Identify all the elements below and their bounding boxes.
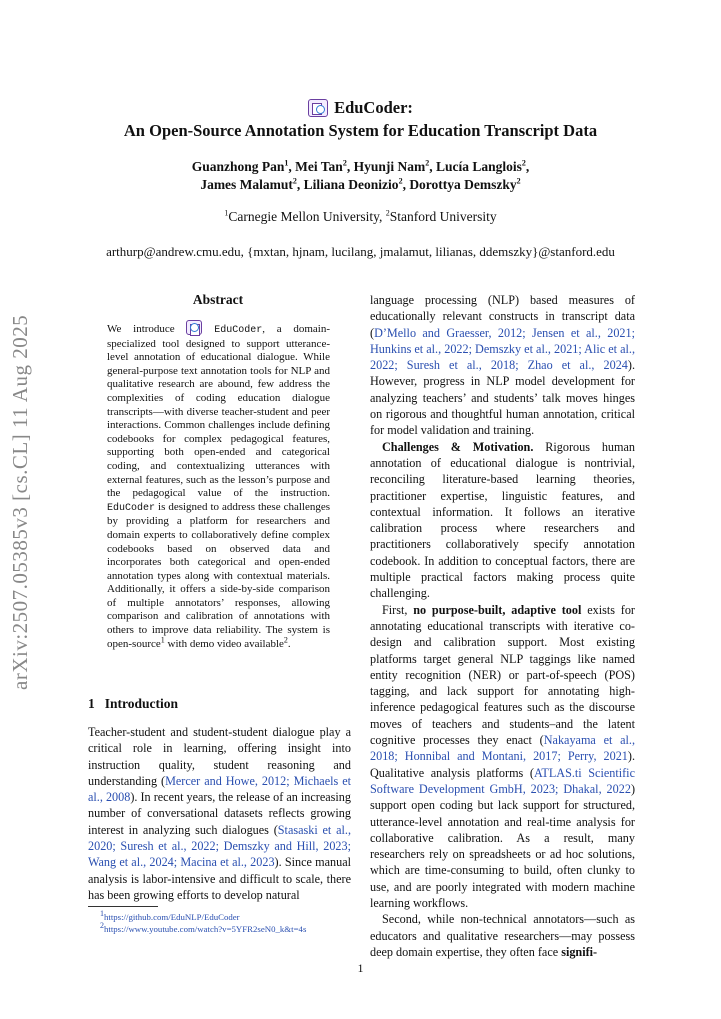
emphasis: signifi-	[561, 944, 598, 959]
footnote-2[interactable]	[100, 923, 306, 935]
tool-name: EduCoder	[214, 325, 263, 336]
body-text: language processing (NLP) based measures of educationally relevant constructs in transcript data (	[370, 293, 635, 340]
body-text: ) support open coding but lack support for structured, utterance-level annotation and real-time analysis for collaborative calibration. As a result, many researchers rely on spreadsheets or ad hoc solutions, which are time-consuming to build, often clunky to use, and are poorly integrated with modern machine learning workflows.	[370, 781, 635, 910]
footnote-1[interactable]	[100, 911, 306, 923]
author-list	[0, 158, 721, 194]
footnote-url[interactable]: https://github.com/EduNLP/EduCoder	[104, 912, 240, 922]
author-line-1: Guanzhong Pan$^1$, Mei Tan$^2$, Hyunji Nam$^2$, Lucía Langlois$^2$,	[191, 158, 530, 174]
body-text: ). Since manual analysis is labor-intensive and difficult to scale, there has been growing efforts to develop natural	[88, 855, 351, 902]
author-affil-sup: 2	[516, 176, 521, 186]
author-name: Liliana Deonizio	[303, 177, 399, 192]
paper-title-subtitle: An Open-Source Annotation System for Education Transcript Data	[123, 121, 598, 140]
paper-title-main: EduCoder:	[334, 98, 413, 117]
educoder-logo-icon	[308, 99, 328, 117]
intro-right-column	[370, 292, 635, 960]
author-affil-sup: 2	[521, 158, 526, 168]
body-text: First,	[382, 602, 414, 617]
arxiv-stamp: arXiv:2507.05385v3 [cs.CL] 11 Aug 2025	[8, 314, 32, 690]
footnotes	[100, 911, 306, 935]
paragraph	[370, 602, 635, 912]
citation-link[interactable]: ATLAS.ti Scientific Software Development GmbH, 2023; Dhakal, 2022	[370, 765, 635, 796]
body-text: ). Qualitative analysis platforms (	[370, 749, 635, 780]
paragraph	[370, 439, 635, 602]
author-name: Hyunji Nam	[353, 159, 426, 174]
body-text: exists for annotating educational transcripts with iterative co-design and calibration support. Most existing platforms target general NLP taggings like named entity recognition (NER) or part-of-speech (POS) tagging, and lack support for annotating high-inference pedagogical features such as the discourse moves of teachers and students–and the latent cognitive processes they enact (	[370, 602, 635, 748]
author-name: Lucía Langlois	[435, 159, 522, 174]
footnote-url[interactable]: https://www.youtube.com/watch?v=5YFR2seN0_k&t=4s	[104, 924, 307, 934]
citation-link[interactable]: D’Mello and Graesser, 2012; Jensen et al., 2021; Hunkins et al., 2022; Demszky et al., 2021; Alic et al., 2022; Suresh et al., 2018; Zhao et al., 2024	[370, 325, 635, 373]
body-text: ). In recent years, the release of an increasing number of conversational datasets reflects growing interest in analyzing such dialogues (	[88, 790, 351, 837]
author-name: James Malamut	[200, 177, 293, 192]
footnote-ref[interactable]: 2	[283, 635, 288, 644]
body-text: Second, while non-technical annotators—such as educators and qualitative researchers—may possess deep domain expertise, they often face	[370, 912, 635, 959]
author-emails: arthurp@andrew.cmu.edu, {mxtan, hjnam, lucilang, jmalamut, lilianas, ddemszky}@stanford.edu	[106, 244, 615, 259]
author-name: Guanzhong Pan	[191, 159, 285, 174]
section-title: Introduction	[104, 696, 179, 711]
author-affil-sup: 1	[284, 158, 289, 168]
educoder-logo-icon	[186, 320, 202, 335]
abstract-body: is designed to address these challenges by providing a platform for researchers and domain experts to collaboratively define complex codebooks based on observed data and incorporates both categorical and open-ended annotation types along with contextual materials. Additionally, it offers a side-by-side comparison of multiple annotators’ responses, allowing comparison and calibration of annotations with others to improve data reliability. The system is open-source	[107, 500, 330, 650]
author-affil-sup: 2	[292, 176, 297, 186]
author-name: Mei Tan	[295, 159, 343, 174]
abstract-heading: Abstract	[192, 292, 244, 307]
body-text: Teacher-student and student-student dialogue play a critical role in learning, offering insight into instruction quality, student reasoning and understanding (	[88, 725, 351, 788]
abstract-body: , a domain-specialized tool designed to support utterance-level annotation of educational dialogue. While general-purpose text annotation tools for NLP and qualitative research are abound, few address the complexities of coding education dialogue transcripts—with diverse teacher-student and peer interactions. Common challenges include defining codebooks for complex pedagogical features, supporting both open-ended and categorical coding, and contextualizing utterances with external features, such as the lesson’s purpose and the pedagogical value of the instruction.	[107, 323, 330, 500]
page-number: 1	[357, 961, 364, 975]
affil-inst: Stanford University	[389, 209, 497, 224]
affiliations	[0, 209, 721, 225]
abstract-end: .	[287, 637, 291, 650]
author-name: Dorottya Demszky	[409, 177, 517, 192]
tool-name: EduCoder	[107, 502, 156, 514]
body-text: ). However, progress in NLP model development for analyzing teachers’ and students’ talk moves hinges on rigorous and thoughtful human annotation, critical for model validation and training.	[370, 358, 635, 438]
section-number: 1	[88, 696, 95, 711]
intro-left-column	[88, 724, 351, 903]
footnote-number: 1	[100, 909, 104, 919]
abstract-body: with demo video available	[164, 637, 284, 650]
footnote-number: 2	[100, 921, 104, 931]
paper-title-line1	[0, 98, 721, 118]
emphasis: no purpose-built, adaptive tool	[413, 602, 582, 617]
author-affil-sup: 2	[398, 176, 403, 186]
citation-link[interactable]: Mercer and Howe, 2012; Michaels et al., 2008	[88, 773, 351, 805]
affil-inst: Carnegie Mellon University,	[228, 209, 386, 224]
author-line-2: James Malamut$^2$, Liliana Deonizio$^2$, Dorottya Demszky$^2$	[200, 176, 521, 192]
author-affil-sup: 2	[425, 158, 430, 168]
footnote-ref[interactable]: 1	[160, 635, 165, 644]
author-affil-sup: 2	[342, 158, 347, 168]
paragraph	[370, 292, 635, 439]
affil-sup: 2	[385, 208, 390, 218]
citation-link[interactable]: Stasaski et al., 2020; Suresh et al., 2022; Demszky and Hill, 2023; Wang et al., 2024; Macina et al., 2023	[88, 822, 351, 870]
section-heading	[88, 696, 178, 712]
body-text: Rigorous human annotation of educational dialogue is nontrivial, reconciling literature-based learning theories, practitioner expertise, linguistic features, and contextual information. It follows an iterative calibration process where researchers and practitioners collaboratively specify annotation codebook. In addition to conceptual factors, there are multiple practical factors making process quite challenging.	[370, 439, 635, 601]
abstract-text	[107, 320, 330, 651]
abstract-intro: We introduce	[107, 323, 175, 335]
paragraph-lead: Challenges & Motivation.	[382, 439, 534, 454]
affil-sup: 1	[224, 208, 229, 218]
footnote-divider	[88, 906, 158, 907]
citation-link[interactable]: Nakayama et al., 2018; Honnibal and Montani, 2017; Perry, 2021	[370, 733, 635, 764]
paragraph	[370, 911, 635, 960]
